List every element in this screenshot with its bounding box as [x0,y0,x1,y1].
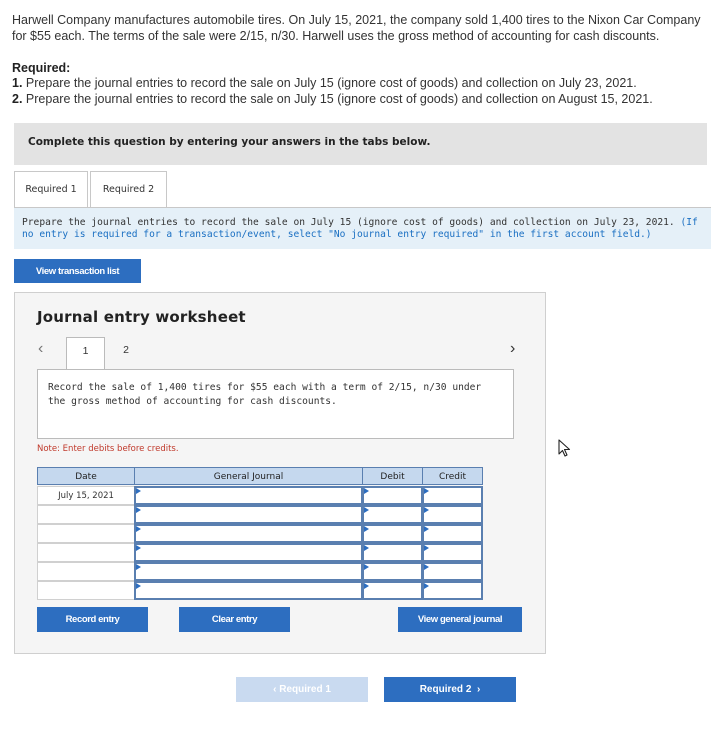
date-cell [37,543,135,562]
requirement-1-text: Prepare the journal entries to record the sale on July 15 (ignore cost of goods) and collection on July 23, 2021. [25,76,637,90]
tab-required-2[interactable]: Required 2 [90,171,167,208]
chevron-right-icon[interactable]: › [510,340,516,357]
requirement-2 [12,92,653,106]
tab-required-1[interactable]: Required 1 [14,171,88,208]
requirement-2-number: 2. [12,92,23,106]
instruction-banner [14,123,707,165]
account-input[interactable] [134,543,363,562]
requirement-2-text: Prepare the journal entries to record the sale on July 15 (ignore cost of goods) and collection on August 15, 2021. [25,92,653,106]
account-input[interactable] [134,562,363,581]
date-cell: July 15, 2021 [37,486,135,505]
worksheet-page-2[interactable]: 2 [123,344,129,356]
credit-input[interactable] [422,562,483,581]
account-input[interactable] [134,524,363,543]
view-general-journal-button[interactable]: View general journal [398,607,522,632]
chevron-left-icon: ‹ [273,684,277,695]
problem-statement: Harwell Company manufactures automobile tires. On July 15, 2021, the company sold 1,400 tires to the Nixon Car Company for $55 each. The terms of the sale were 2/15, n/30. Harwell uses the gross method of accounting for cash discounts. [12,13,701,43]
column-header-date: Date [37,467,135,485]
worksheet-title: Journal entry worksheet [37,308,246,326]
debits-note: Note: Enter debits before credits. [37,444,179,454]
instruction-hint: (If no entry is required for a transaction/event, select "No journal entry required" in the first account field.) [22,217,698,240]
debit-input[interactable] [362,562,423,581]
mouse-cursor-icon [558,439,572,457]
column-header-credit: Credit [422,467,483,485]
date-cell [37,505,135,524]
chevron-left-icon[interactable]: ‹ [38,340,44,357]
debit-input[interactable] [362,581,423,600]
view-transaction-list-button[interactable]: View transaction list [14,259,141,283]
debit-input[interactable] [362,505,423,524]
next-required-label: Required 2 [419,684,472,695]
account-input[interactable] [134,581,363,600]
clear-entry-button[interactable]: Clear entry [179,607,290,632]
credit-input[interactable] [422,505,483,524]
debit-input[interactable] [362,486,423,505]
column-header-debit: Debit [362,467,423,485]
date-cell [37,562,135,581]
date-cell [37,524,135,543]
next-required-button[interactable] [384,677,516,702]
entry-description: Record the sale of 1,400 tires for $55 each with a term of 2/15, n/30 under the gross method of accounting for cash discounts. [48,382,482,407]
record-entry-button[interactable]: Record entry [37,607,148,632]
instruction-text: Prepare the journal entries to record the sale on July 15 (ignore cost of goods) and collection on July 23, 2021. [22,217,675,228]
debit-input[interactable] [362,543,423,562]
entry-description-box [37,369,514,439]
requirement-1 [12,76,637,90]
credit-input[interactable] [422,524,483,543]
credit-input[interactable] [422,581,483,600]
instruction-strip [14,208,711,249]
required-heading: Required: [12,61,71,75]
prev-required-label: Required 1 [279,684,331,695]
account-input[interactable] [134,486,363,505]
credit-input[interactable] [422,543,483,562]
chevron-right-icon: › [474,684,481,695]
prev-required-button[interactable] [236,677,368,702]
debit-input[interactable] [362,524,423,543]
requirement-1-number: 1. [12,76,23,90]
credit-input[interactable] [422,486,483,505]
date-cell [37,581,135,600]
banner-text: Complete this question by entering your answers in the tabs below. [28,136,431,148]
column-header-general-journal: General Journal [134,467,363,485]
worksheet-page-1[interactable]: 1 [66,337,105,369]
account-input[interactable] [134,505,363,524]
